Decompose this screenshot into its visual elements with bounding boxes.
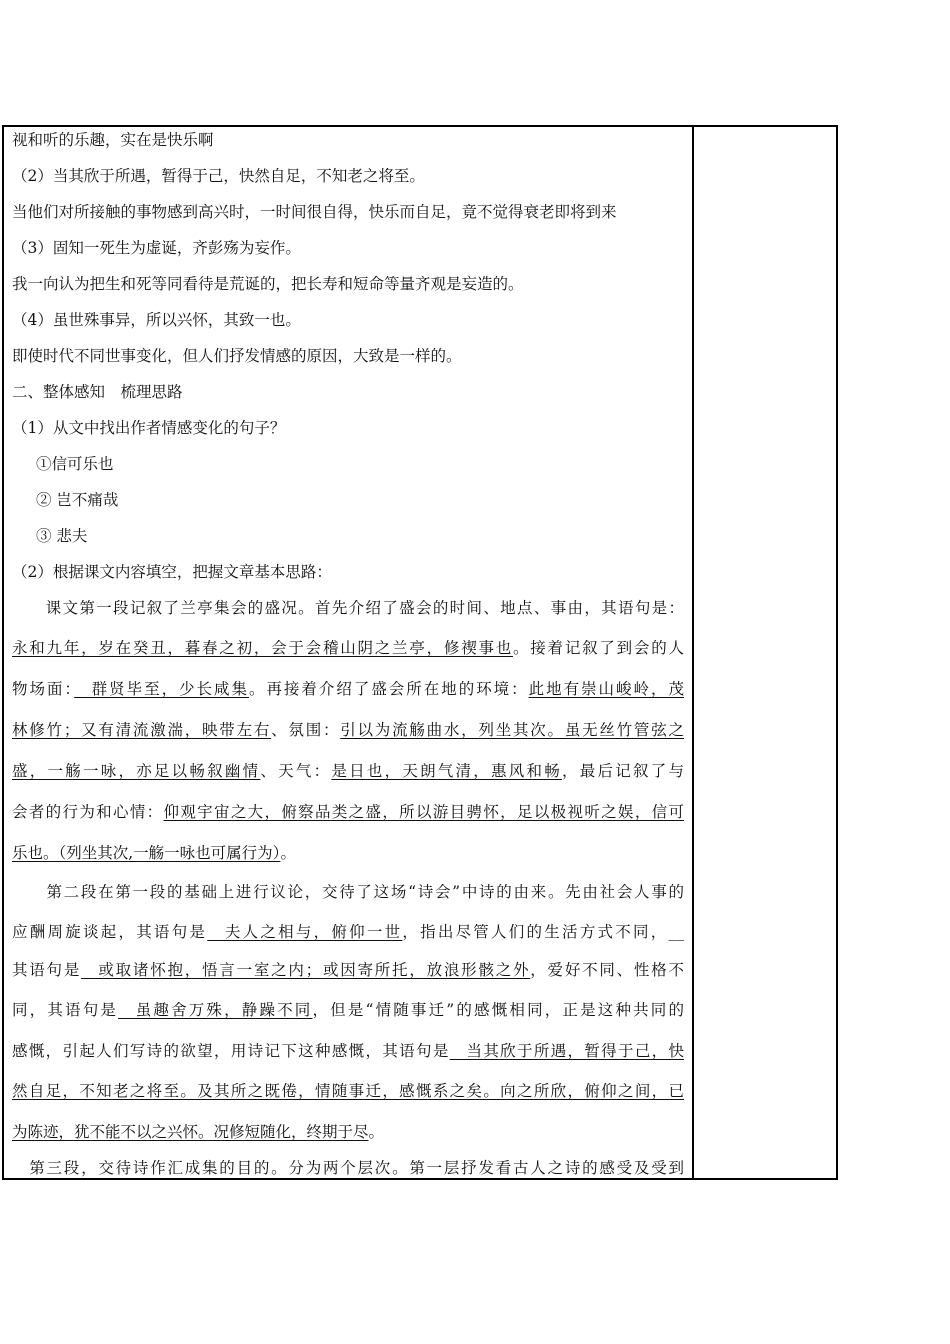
text-line: （4）虽世殊事异，所以兴怀，其致一也。 [12, 311, 301, 329]
text-line: 感慨，引起人们写诗的欲望，用诗记下这种感慨，其语句是 当其欣于所遇，暂得于己，快 [12, 1042, 684, 1060]
text-line [12, 1079, 684, 1103]
fill-blank-answer: 仰观宇宙之大，俯察品类之盛，所以游目骋怀，足以极视听之娱，信可 [163, 803, 684, 821]
fill-blank-answer: 当其欣于所遇，暂得于己，快 [449, 1042, 684, 1060]
fill-blank-answer: 虽趣舍万殊，静躁不同 [118, 1001, 313, 1019]
text-line: 其语句是 或取诸怀抱，悟言一室之内；或因寄所托，放浪形骸之外，爱好不同、性格不 [12, 961, 684, 979]
text-line: （2）当其欣于所遇，暂得于己，快然自足，不知老之将至。 [12, 167, 425, 185]
text-line: （3）固知一死生为虚诞，齐彭殇为妄作。 [12, 239, 301, 257]
text-line: 同，其语句是 虽趣舍万殊，静躁不同，但是“情随事迁”的感慨相同，正是这种共同的 [12, 1001, 684, 1019]
fill-blank-answer: 夫人之相与，俯仰一世 [207, 923, 403, 941]
question-1: （1）从文中找出作者情感变化的句子？ [12, 419, 286, 437]
fill-blank-answer: 然自足，不知老之将至。及其所之既倦，情随事迁，感慨系之矣。向之所欣，俯仰之间，已 [12, 1082, 684, 1100]
fill-blank-answer: 林修竹；又有清流激湍，映带左右 [12, 721, 272, 739]
fill-blank-answer: 盛，一觞一咏，亦足以畅叙幽情 [12, 762, 261, 780]
text-line: 当他们对所接触的事物感到高兴时，一时间很自得，快乐而自足，竟不觉得衰老即将到来 [12, 203, 617, 221]
text-line: 乐也。（列坐其次,一觞一咏也可属行为）。 [12, 844, 296, 862]
text-line: 永和九年，岁在癸丑，暮春之初，会于会稽山阴之兰亭，修禊事也。接着记叙了到会的人 [12, 639, 684, 657]
text-line: 物场面： 群贤毕至，少长咸集。再接着介绍了盛会所在地的环境：此地有崇山峻岭，茂 [12, 680, 684, 698]
text-line: 林修竹；又有清流激湍，映带左右、氛围：引以为流觞曲水，列坐其次。虽无丝竹管弦之 [12, 721, 684, 739]
answer-item-2: ② 岂不痛哉 [36, 491, 119, 509]
fill-blank-answer: 是日也，天朗气清，惠风和畅 [331, 762, 563, 780]
text-line: 我一向认为把生和死等同看待是荒诞的，把长寿和短命等量齐观是妄造的。 [12, 275, 524, 293]
text-line: 视和听的乐趣，实在是快乐啊 [12, 131, 214, 149]
text-line: 第二段在第一段的基础上进行议论，交待了这场“诗会”中诗的由来。先由社会人事的 [12, 883, 684, 901]
text-line: 即使时代不同世事变化，但人们抒发情感的原因，大致是一样的。 [12, 347, 462, 365]
text-line: 会者的行为和心情：仰观宇宙之大，俯察品类之盛，所以游目骋怀，足以极视听之娱，信可 [12, 803, 684, 821]
fill-blank-answer: 或取诸怀抱，悟言一室之内；或因寄所托，放浪形骸之外 [81, 961, 531, 979]
fill-blank-answer: 永和九年，岁在癸丑，暮春之初，会于会稽山阴之兰亭，修禊事也 [12, 639, 513, 657]
fill-blank-answer: 此地有崇山峻岭，茂 [528, 680, 684, 698]
answer-item-1: ①信可乐也 [36, 455, 114, 473]
fill-blank-answer: 引以为流觞曲水，列坐其次。虽无丝竹管弦之 [340, 721, 684, 739]
question-2: （2）根据课文内容填空，把握文章基本思路： [12, 563, 332, 581]
text-line: 课文第一段记叙了兰亭集会的盛况。首先介绍了盛会的时间、地点、事由，其语句是： [12, 599, 684, 617]
section-heading: 二、整体感知 梳理思路 [12, 383, 183, 401]
answer-item-3: ③ 悲夫 [36, 527, 88, 545]
text-line: 为陈迹，犹不能不以之兴怀。况修短随化，终期于尽。 [12, 1123, 385, 1141]
text-line: 第三段，交待诗作汇成集的目的。分为两个层次。第一层抒发看古人之诗的感受及受到 [12, 1159, 684, 1177]
fill-blank-answer: 乐也。（列坐其次,一觞一咏也可属行为） [12, 844, 281, 862]
text-line: 应酬周旋谈起，其语句是 夫人之相与，俯仰一世，指出尽管人们的生活方式不同，__ [12, 923, 684, 941]
column-divider [692, 125, 694, 1180]
text-line: 盛，一觞一咏，亦足以畅叙幽情、天气：是日也，天朗气清，惠风和畅，最后记叙了与 [12, 762, 684, 780]
fill-blank-answer: 为陈迹，犹不能不以之兴怀。况修短随化，终期于尽 [12, 1123, 369, 1141]
fill-blank-answer: 群贤毕至，少长咸集 [74, 680, 249, 698]
